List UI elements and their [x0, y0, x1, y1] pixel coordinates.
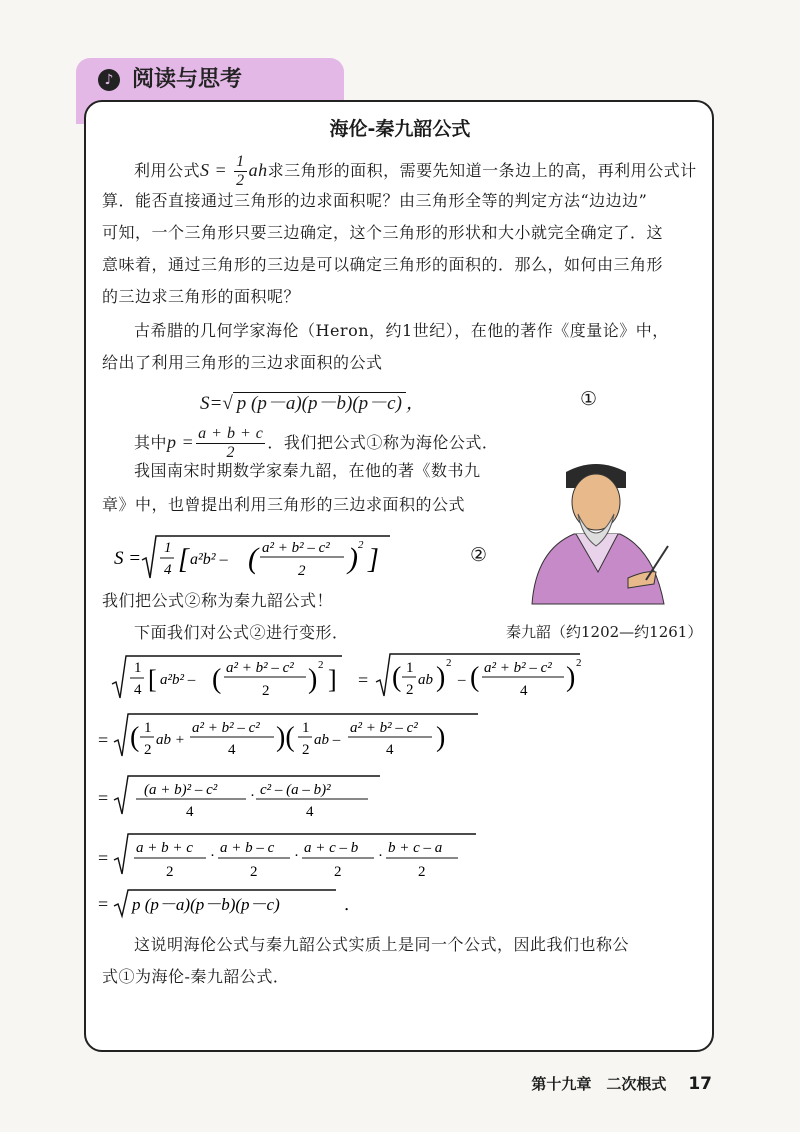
- svg-text:[: [: [178, 544, 189, 575]
- svg-text:4: 4: [306, 804, 314, 820]
- paragraph-line: 的三边求三角形的面积呢？: [102, 287, 301, 306]
- svg-text:．: ．: [344, 895, 361, 914]
- paragraph-line: 古希腊的几何学家海伦（Heron，约1世纪），在他的著作《度量论》中，: [134, 321, 669, 340]
- svg-text:·: ·: [378, 848, 383, 864]
- svg-text:1: 1: [406, 660, 414, 676]
- svg-text:4: 4: [134, 682, 142, 698]
- svg-text:2: 2: [250, 864, 258, 880]
- svg-text:4: 4: [186, 804, 194, 820]
- formula-marker: ①: [580, 389, 598, 410]
- svg-text:1: 1: [164, 540, 172, 556]
- svg-text:a + b – c: a + b – c: [220, 840, 275, 856]
- paragraph-line: 意味着，通过三角形的三边是可以确定三角形的面积的．那么，如何由三角形: [102, 255, 664, 274]
- svg-text:(: (: [212, 664, 222, 695]
- svg-text:4: 4: [228, 742, 236, 758]
- svg-text:=: =: [98, 894, 109, 914]
- svg-text:2: 2: [318, 659, 324, 671]
- page-title: 海伦-秦九韶公式: [329, 118, 471, 140]
- svg-text:a + b + c: a + b + c: [136, 840, 193, 856]
- paragraph-line: 我们把公式②称为秦九韶公式！: [102, 591, 334, 610]
- svg-text:(: (: [470, 662, 480, 693]
- svg-text:a²b² –: a²b² –: [190, 551, 228, 568]
- svg-text:a²b² –: a²b² –: [160, 672, 196, 688]
- page-number: 17: [688, 1074, 712, 1094]
- svg-text:): ): [566, 662, 576, 693]
- svg-text:=: =: [98, 730, 109, 750]
- svg-text:2: 2: [262, 683, 270, 699]
- svg-text:): ): [436, 722, 446, 753]
- paragraph-line: 章》中，也曾提出利用三角形的三边求面积的公式: [102, 495, 466, 514]
- svg-text:=: =: [98, 848, 109, 868]
- svg-text:)(: )(: [276, 722, 295, 753]
- svg-text:4: 4: [386, 742, 394, 758]
- paragraph-line: 我国南宋时期数学家秦九韶，在他的著《数书九: [134, 461, 481, 480]
- portrait-caption: 秦九韶（约1202—约1261）: [506, 623, 703, 641]
- derivation: [96, 652, 596, 920]
- svg-text:a² + b² – c²: a² + b² – c²: [484, 660, 552, 676]
- svg-text:(: (: [248, 542, 258, 575]
- svg-text:1: 1: [134, 660, 142, 676]
- svg-text:ab +: ab +: [156, 732, 185, 748]
- qin-formula-graphic: [112, 532, 392, 584]
- paragraph-line: 可知，一个三角形只要三边确定，这个三角形的形状和大小就完全确定了．这: [102, 223, 664, 242]
- svg-text:a² + b² – c²: a² + b² – c²: [262, 540, 330, 556]
- svg-text:1: 1: [302, 720, 310, 736]
- svg-text:): ): [436, 662, 446, 693]
- section-label: 阅读与思考: [132, 67, 243, 92]
- svg-text:2: 2: [418, 864, 426, 880]
- qin-formula: [112, 532, 392, 590]
- svg-text:c² – (a – b)²: c² – (a – b)²: [260, 782, 331, 798]
- qin-jiushao-portrait: [522, 454, 672, 606]
- svg-text:2: 2: [446, 657, 452, 669]
- reading-icon: ♪: [98, 69, 120, 91]
- fraction: $\frac{a + b + c}{2}$: [198, 425, 264, 461]
- svg-text:b + c – a: b + c – a: [388, 840, 443, 856]
- paragraph-line: 这说明海伦公式与秦九韶公式实质上是同一个公式，因此我们也称公: [134, 935, 630, 954]
- svg-text:·: ·: [250, 788, 255, 804]
- svg-text:ab –: ab –: [314, 732, 341, 748]
- svg-text:]: ]: [368, 544, 379, 575]
- svg-text:2: 2: [334, 864, 342, 880]
- paragraph-line: 给出了利用三角形的三边求面积的公式: [102, 353, 383, 372]
- svg-text:(: (: [392, 662, 402, 693]
- svg-text:): ): [348, 542, 358, 575]
- svg-text:=: =: [358, 670, 369, 690]
- svg-text:(: (: [130, 722, 140, 753]
- paragraph-line: 下面我们对公式②进行变形．: [134, 623, 349, 642]
- svg-text:a + c – b: a + c – b: [304, 840, 359, 856]
- paragraph-line: 利用公式S = $\frac{1}{2}$ ah求三角形的面积，需要先知道一条边上的高，再利用公式计: [134, 153, 697, 189]
- svg-text:·: ·: [294, 848, 299, 864]
- page-footer: [531, 1074, 712, 1094]
- fraction: $\frac{1}{2}$: [236, 153, 245, 189]
- svg-text:]: ]: [328, 665, 337, 694]
- svg-text:=: =: [98, 788, 109, 808]
- svg-text:2: 2: [358, 539, 364, 551]
- svg-text:2: 2: [406, 682, 414, 698]
- svg-text:[: [: [148, 665, 157, 694]
- svg-text:4: 4: [520, 683, 528, 699]
- svg-text:·: ·: [210, 848, 215, 864]
- svg-text:–: –: [458, 672, 466, 688]
- heron-formula: S=√ p (p－a)(p－b)(p－c) ，: [200, 393, 425, 414]
- svg-text:): ): [308, 664, 318, 695]
- paragraph-line: 算．能否直接通过三角形的边求面积呢？由三角形全等的判定方法“边边边”: [102, 191, 648, 210]
- svg-text:2: 2: [166, 864, 174, 880]
- svg-text:2: 2: [298, 563, 306, 579]
- svg-text:2: 2: [576, 657, 582, 669]
- svg-text:4: 4: [164, 562, 172, 578]
- svg-text:S =: S =: [114, 548, 142, 569]
- svg-text:a² + b² – c²: a² + b² – c²: [350, 720, 418, 736]
- svg-text:a² + b² – c²: a² + b² – c²: [226, 660, 294, 676]
- svg-text:a² + b² – c²: a² + b² – c²: [192, 720, 260, 736]
- paragraph-line: 式①为海伦-秦九韶公式．: [102, 967, 290, 986]
- svg-text:1: 1: [144, 720, 152, 736]
- svg-text:2: 2: [144, 742, 152, 758]
- p-definition: 其中p = $\frac{a + b + c}{2}$ ．我们把公式①称为海伦公式．: [134, 425, 499, 461]
- chapter-label: 第十九章 二次根式: [531, 1075, 667, 1093]
- formula-marker: ②: [470, 545, 488, 566]
- svg-text:(a + b)² – c²: (a + b)² – c²: [144, 782, 218, 798]
- svg-text:p (p－a)(p－b)(p－c): p (p－a)(p－b)(p－c): [132, 895, 280, 914]
- svg-text:2: 2: [302, 742, 310, 758]
- svg-text:ab: ab: [418, 672, 433, 688]
